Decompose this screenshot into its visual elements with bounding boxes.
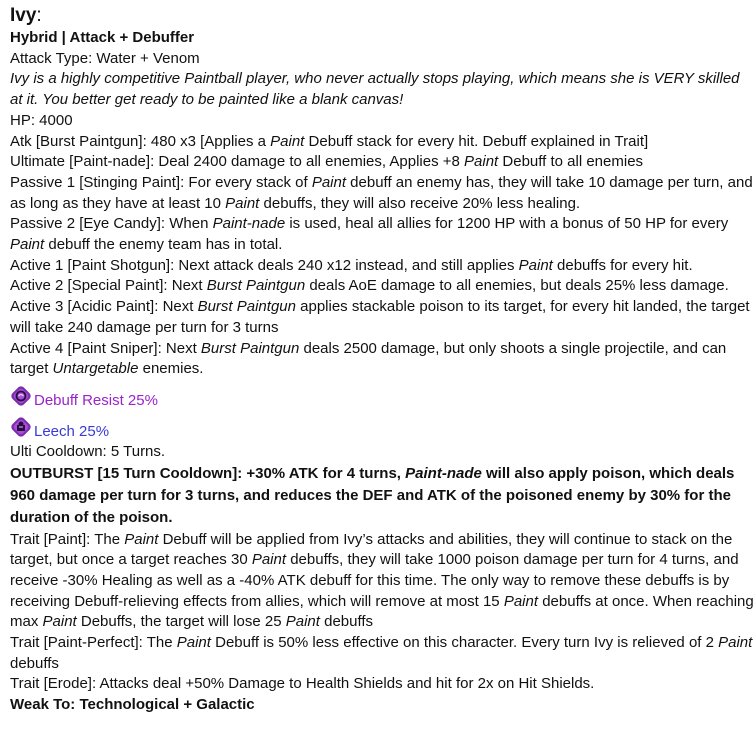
ability-active-1: Active 1 [Paint Shotgun]: Next attack deals 240 x12 instead, and still applies Paint debuffs for every hit. [10, 256, 693, 274]
trait-paint-perfect: Trait [Paint-Perfect]: The Paint Debuff is 50% less effective on this character. Every turn Ivy is relieved of 2 Paint debuffs [10, 634, 753, 672]
class-line: Hybrid | Attack + Debuffer [10, 29, 195, 46]
description: Ivy is a highly competitive Paintball player, who never actually stops playing, which means she is VERY skilled at it. You better get ready to be painted like a blank canvas! [10, 70, 740, 109]
trait-erode: Trait [Erode]: Attacks deal +50% Damage to Health Shields and hit for 2x on Hit Shields. [10, 675, 595, 693]
stat-label: Leech 25% [34, 422, 110, 440]
ability-passive-1: Passive 1 [Stinging Paint]: For every stack of Paint debuff an enemy has, they will take 10 damage per turn, and as long as they have at least 10 Paint debuffs, they will also receive 20% less healing. [10, 173, 753, 212]
debuff-resist-icon [10, 385, 32, 407]
weak-to: Weak To: Technological + Galactic [10, 696, 255, 714]
ability-active-4: Active 4 [Paint Sniper]: Next Burst Paintgun deals 2500 damage, but only shoots a single projectile, and can target Untargetable enemies. [10, 339, 727, 378]
outburst: OUTBURST [15 Turn Cooldown]: +30% ATK for 4 turns, Paint-nade will also apply poison, which deals 960 damage per turn for 3 turns, and reduces the DEF and ATK of the poisoned enemy by 30% for the duration of the poison. [10, 464, 735, 527]
character-name: Ivy: [10, 5, 42, 26]
stat-debuff-resist [10, 380, 755, 411]
stat-leech [10, 411, 755, 442]
ulti-cooldown: Ulti Cooldown: 5 Turns. [10, 442, 166, 460]
ability-ultimate: Ultimate [Paint-nade]: Deal 2400 damage to all enemies, Applies +8 Paint Debuff to all enemies [10, 153, 644, 171]
trait-paint: Trait [Paint]: The Paint Debuff will be applied from Ivy’s attacks and abilities, they will continue to stack on the target, but once a target reaches 30 Paint debuffs, they will take 1000 poison damage per turn for 4 turns, and receive -30% Healing as well as a -40% ATK debuff for this time. The only way to remove these debuffs is by receiving Debuff-relieving effects from allies, which will remove at most 15 Paint debuffs at once. When reaching max Paint Debuffs, the target will lose 25 Paint debuffs [10, 530, 754, 631]
leech-icon [10, 416, 32, 438]
stat-label: Debuff Resist 25% [34, 391, 158, 409]
attack-type: Attack Type: Water + Venom [10, 49, 200, 67]
hp: HP: 4000 [10, 111, 73, 129]
ability-passive-2: Passive 2 [Eye Candy]: When Paint-nade is used, heal all allies for 1200 HP with a bonus of 50 HP for every Paint debuff the enemy team has in total. [10, 215, 729, 254]
ability-atk: Atk [Burst Paintgun]: 480 x3 [Applies a Paint Debuff stack for every hit. Debuff explained in Trait] [10, 132, 649, 150]
ability-active-3: Active 3 [Acidic Paint]: Next Burst Paintgun applies stackable poison to its target, for every hit landed, the target will take 240 damage per turn for 3 turns [10, 298, 750, 336]
ability-active-2: Active 2 [Special Paint]: Next Burst Paintgun deals AoE damage to all enemies, but deals 25% less damage. [10, 277, 729, 295]
